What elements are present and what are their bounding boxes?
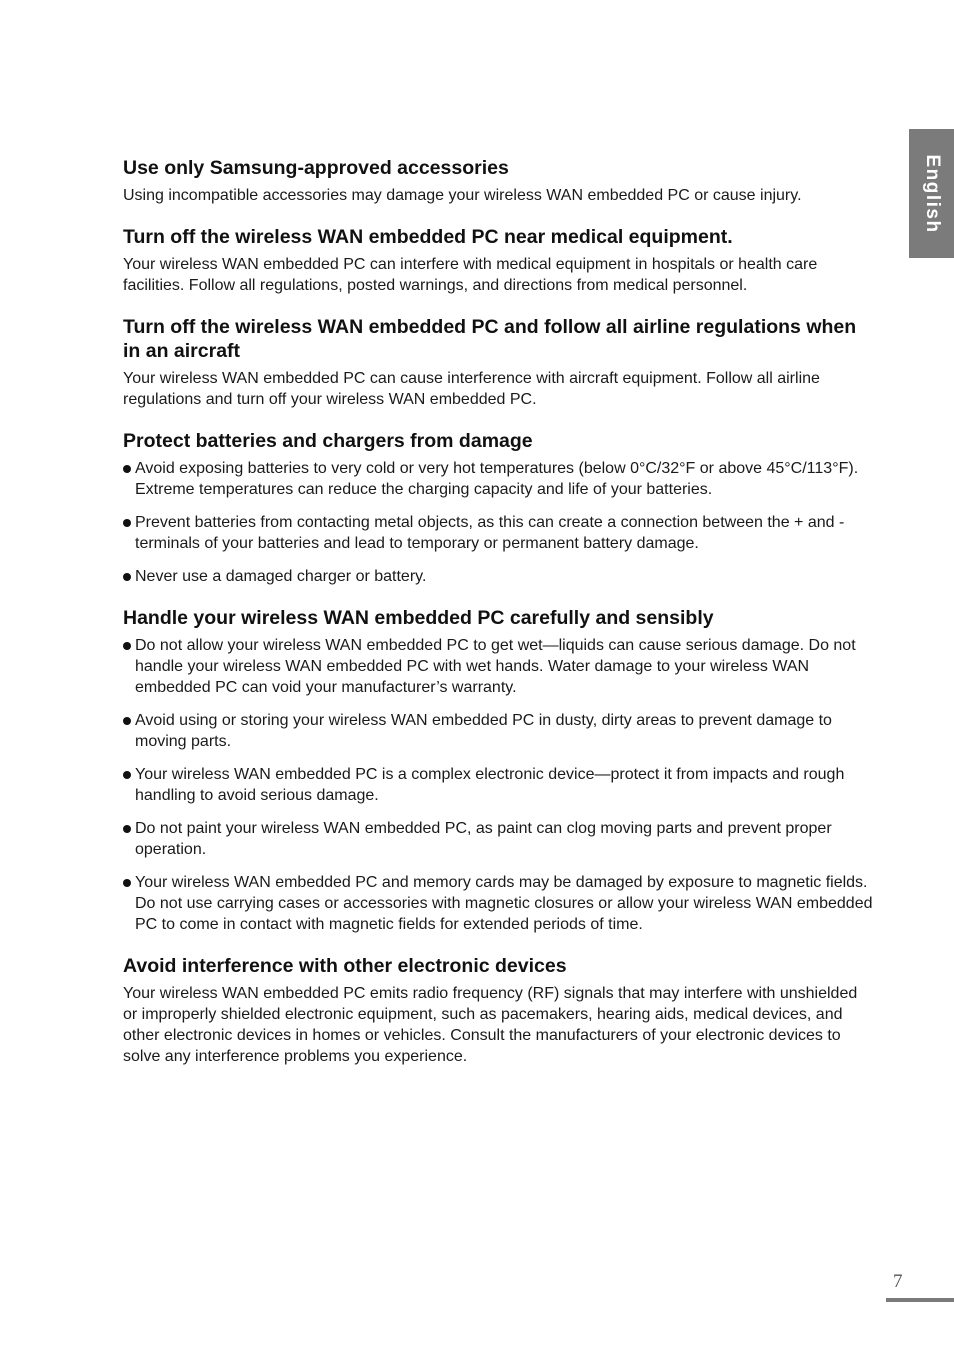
language-tab-label: English: [921, 153, 943, 234]
section-heading: Avoid interference with other electronic devices: [123, 955, 567, 977]
bullet-icon: [123, 879, 131, 887]
list-item: [123, 710, 873, 752]
section-body: Your wireless WAN embedded PC can interfere with medical equipment in hospitals or health care facilities. Follow all regulations, posted warnings, and directions from medical personnel.: [123, 256, 818, 294]
bullet-icon: [123, 825, 131, 833]
list-item-text: Do not paint your wireless WAN embedded PC, as paint can clog moving parts and prevent proper operation.: [135, 820, 832, 858]
section-aircraft: [123, 315, 873, 410]
section-accessories: [123, 156, 873, 206]
bullet-icon: [123, 573, 131, 581]
section-heading: Turn off the wireless WAN embedded PC and follow all airline regulations when in an aircraft: [123, 316, 857, 362]
section-body: Your wireless WAN embedded PC emits radio frequency (RF) signals that may interfere with unshielded or improperly shielded electronic equipment, such as pacemakers, hearing aids, medical devices, and other electronic devices in homes or vehicles. Consult the manufacturers of your electronic devices to solve any interference problems you experience.: [123, 985, 858, 1065]
page-content: [123, 156, 873, 1086]
list-item: [123, 566, 873, 587]
list-item: [123, 818, 873, 860]
page-number-rule: [886, 1298, 954, 1302]
list-item-text: Avoid using or storing your wireless WAN embedded PC in dusty, dirty areas to prevent damage to moving parts.: [135, 712, 832, 750]
bullet-icon: [123, 771, 131, 779]
bullet-list: [123, 635, 873, 935]
bullet-icon: [123, 642, 131, 650]
list-item-text: Your wireless WAN embedded PC and memory cards may be damaged by exposure to magnetic fields. Do not use carrying cases or accessories with magnetic closures or allow your wireless WAN embedded PC to come in contact with magnetic fields for extended periods of time.: [135, 874, 873, 933]
section-body: Using incompatible accessories may damage your wireless WAN embedded PC or cause injury.: [123, 187, 802, 204]
list-item-text: Never use a damaged charger or battery.: [135, 568, 427, 585]
section-medical-equipment: [123, 225, 873, 296]
section-interference: [123, 954, 873, 1067]
list-item: [123, 764, 873, 806]
section-heading: Use only Samsung-approved accessories: [123, 157, 509, 179]
list-item: [123, 872, 873, 935]
bullet-icon: [123, 717, 131, 725]
bullet-icon: [123, 465, 131, 473]
section-batteries: [123, 429, 873, 587]
list-item-text: Your wireless WAN embedded PC is a complex electronic device—protect it from impacts and rough handling to avoid serious damage.: [135, 766, 845, 804]
section-heading: Turn off the wireless WAN embedded PC near medical equipment.: [123, 226, 733, 248]
list-item: [123, 512, 873, 554]
page-number: 7: [893, 1271, 903, 1292]
section-heading: Handle your wireless WAN embedded PC carefully and sensibly: [123, 607, 714, 629]
list-item-text: Prevent batteries from contacting metal objects, as this can create a connection between the + and - terminals of your batteries and lead to temporary or permanent battery damage.: [135, 514, 845, 552]
section-body: Your wireless WAN embedded PC can cause interference with aircraft equipment. Follow all airline regulations and turn off your wireless WAN embedded PC.: [123, 370, 820, 408]
section-handle-carefully: [123, 606, 873, 935]
list-item: [123, 635, 873, 698]
bullet-list: [123, 458, 873, 587]
list-item: [123, 458, 873, 500]
language-tab: [909, 129, 954, 258]
section-heading: Protect batteries and chargers from damage: [123, 430, 533, 452]
list-item-text: Avoid exposing batteries to very cold or very hot temperatures (below 0°C/32°F or above 45°C/113°F). Extreme temperatures can reduce the charging capacity and life of your batteries.: [135, 460, 859, 498]
bullet-icon: [123, 519, 131, 527]
list-item-text: Do not allow your wireless WAN embedded PC to get wet—liquids can cause serious damage. Do not handle your wireless WAN embedded PC with wet hands. Water damage to your wireless WAN embedded PC can void your manufacturer’s warranty.: [135, 637, 856, 696]
